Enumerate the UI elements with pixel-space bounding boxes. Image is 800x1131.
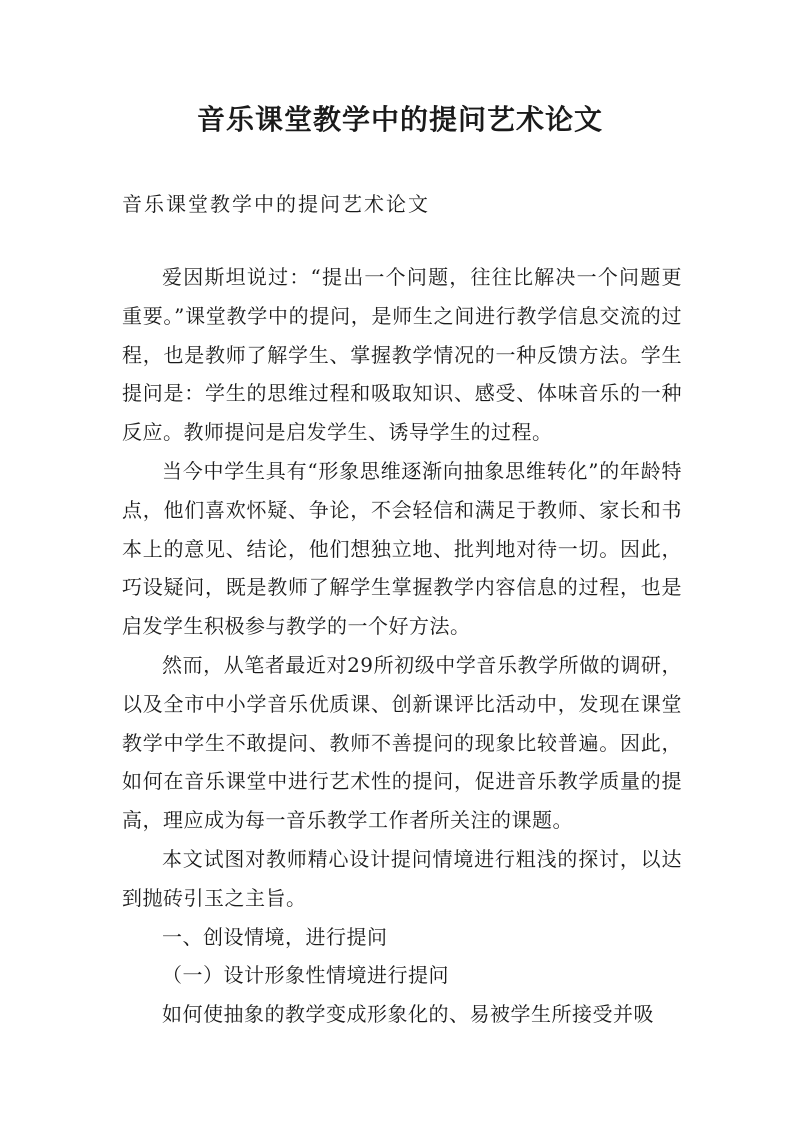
section-heading-1: 一、创设情境，进行提问 xyxy=(162,924,388,949)
paragraph-imagery-intro: 如何使抽象的教学变成形象化的、易被学生所接受并吸 xyxy=(162,1002,654,1027)
document-subtitle: 音乐课堂教学中的提问艺术论文 xyxy=(122,192,430,216)
paragraph-survey-findings: 然而，从笔者最近对29所初级中学音乐教学所做的调研，以及全市中小学音乐优质课、创新课评比活动中，发现在课堂教学中学生不敢提问、教师不善提问的现象比较普遍。因此，如何在音乐课堂中进行艺术性的提问，促进音乐教学质量的提高，理应成为每一音乐教学工作者所关注的课题。 xyxy=(122,652,682,833)
paragraph-student-traits: 当今中学生具有“形象思维逐渐向抽象思维转化”的年龄特点，他们喜欢怀疑、争论，不会轻信和满足于教师、家长和书本上的意见、结论，他们想独立地、批判地对待一切。因此，巧设疑问，既是教师了解学生掌握教学内容信息的过程，也是启发学生积极参与教学的一个好方法。 xyxy=(122,458,682,639)
document-title: 音乐课堂教学中的提问艺术论文 xyxy=(196,103,603,136)
document-body xyxy=(122,258,682,1034)
paragraph-einstein-quote: 爱因斯坦说过：“提出一个问题，往往比解决一个问题更重要。”课堂教学中的提问，是师生之间进行教学信息交流的过程，也是教师了解学生、掌握教学情况的一种反馈方法。学生提问是：学生的思维过程和吸取知识、感受、体味音乐的一种反应。教师提问是启发学生、诱导学生的过程。 xyxy=(122,265,682,445)
subsection-heading-1-1: （一）设计形象性情境进行提问 xyxy=(162,963,449,988)
paragraph-purpose: 本文试图对教师精心设计提问情境进行粗浅的探讨，以达到抛砖引玉之主旨。 xyxy=(122,846,682,910)
